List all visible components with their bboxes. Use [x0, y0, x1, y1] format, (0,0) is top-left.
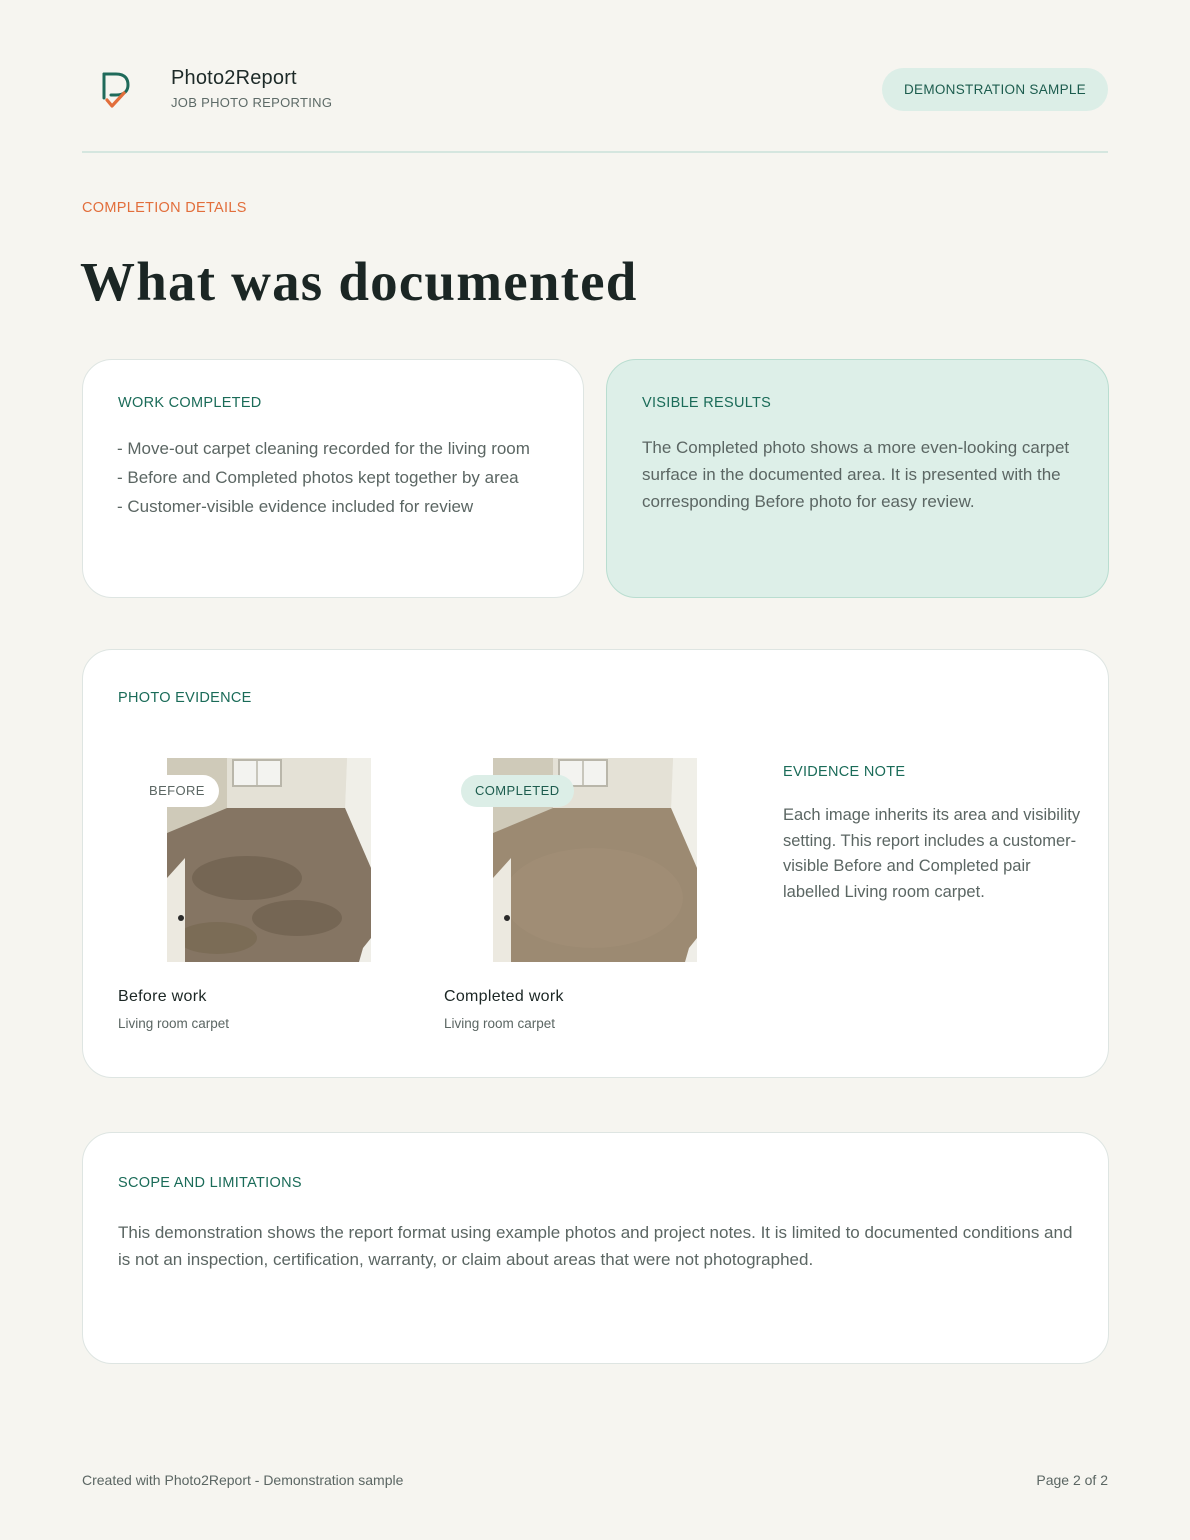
list-item: - Before and Completed photos kept together by area	[117, 468, 519, 487]
brand	[171, 66, 332, 111]
scope-limitations-card	[82, 1132, 1109, 1364]
demonstration-sample-badge: DEMONSTRATION SAMPLE	[882, 68, 1108, 111]
list-item: - Move-out carpet cleaning recorded for the living room	[117, 439, 530, 458]
evidence-note-label: EVIDENCE NOTE	[783, 764, 906, 780]
scope-label: SCOPE AND LIMITATIONS	[118, 1175, 302, 1191]
scope-text: This demonstration shows the report format using example photos and project notes. It is limited to documented conditions and is not an inspection, certification, warranty, or claim about areas that were not photographed.	[118, 1223, 1073, 1269]
visible-results-card	[606, 359, 1109, 598]
photo-evidence-card	[82, 649, 1109, 1078]
before-tag: BEFORE	[135, 775, 219, 807]
photo-evidence-label: PHOTO EVIDENCE	[118, 690, 252, 706]
page-number: Page 2 of 2	[1036, 1472, 1108, 1488]
brand-name: Photo2Report	[171, 67, 297, 89]
visible-results-label: VISIBLE RESULTS	[642, 395, 772, 411]
work-completed-card	[82, 359, 584, 598]
before-caption: Before work	[118, 988, 207, 1005]
completed-caption: Completed work	[444, 988, 564, 1005]
before-area: Living room carpet	[118, 1016, 230, 1031]
completed-tag: COMPLETED	[461, 775, 574, 807]
evidence-note-text: Each image inherits its area and visibility setting. This report includes a customer-visible Before and Completed pair labelled Living room carpet.	[783, 806, 1081, 901]
list-item: - Customer-visible evidence included for review	[117, 497, 474, 516]
section-eyebrow: COMPLETION DETAILS	[82, 200, 247, 216]
header-divider	[82, 151, 1108, 153]
brand-subtitle: JOB PHOTO REPORTING	[171, 95, 333, 110]
visible-results-text: The Completed photo shows a more even-looking carpet surface in the documented area. It is presented with the corresponding Before photo for easy review.	[642, 438, 1070, 511]
work-completed-label: WORK COMPLETED	[118, 395, 262, 411]
p-checkmark-logo-icon	[98, 70, 138, 114]
report-header	[82, 62, 1108, 118]
completed-area: Living room carpet	[444, 1016, 556, 1031]
footer-credit: Created with Photo2Report - Demonstration sample	[82, 1472, 404, 1488]
page-title: What was documented	[80, 251, 638, 312]
work-completed-list	[117, 434, 530, 521]
